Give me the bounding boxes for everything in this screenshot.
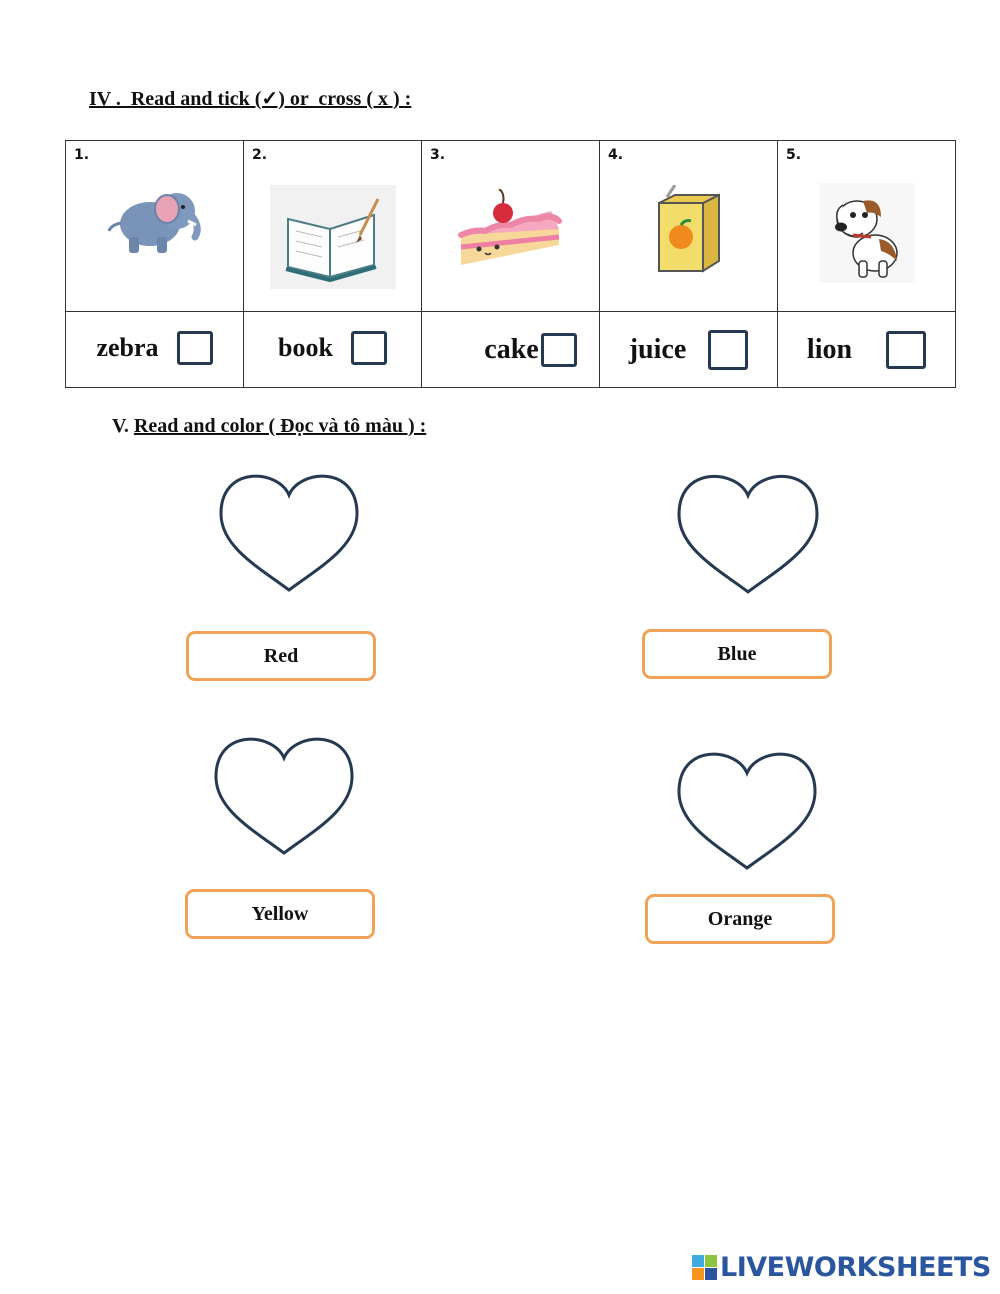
tick-box-juice[interactable] bbox=[708, 330, 748, 370]
word-label: juice bbox=[628, 333, 687, 365]
word-cell-1 bbox=[66, 312, 244, 388]
item-number: 2. bbox=[252, 147, 268, 163]
color-label-yellow: Yellow bbox=[185, 889, 375, 939]
color-label-red: Red bbox=[186, 631, 376, 681]
word-cell-2 bbox=[244, 312, 422, 388]
picture-cell-3 bbox=[422, 141, 600, 312]
word-cell-4 bbox=[600, 312, 778, 388]
item-number: 4. bbox=[608, 147, 624, 163]
section-v-heading: Read and color ( Đọc và tô màu ) : bbox=[133, 415, 427, 437]
heart-outline-blue[interactable] bbox=[676, 467, 820, 595]
color-label-blue: Blue bbox=[642, 629, 832, 679]
word-label: lion bbox=[806, 333, 853, 365]
liveworksheets-mark-icon bbox=[692, 1255, 717, 1280]
word-label: cake bbox=[484, 333, 539, 365]
tick-box-zebra[interactable] bbox=[177, 331, 213, 365]
section-iv-title: IV . Read and tick (✓) or cross ( x ) : bbox=[89, 88, 412, 110]
heart-outline-yellow[interactable] bbox=[213, 730, 355, 856]
item-number: 1. bbox=[74, 147, 90, 163]
word-cell-3 bbox=[422, 312, 600, 388]
picture-cell-5 bbox=[778, 141, 956, 312]
juice-box-icon bbox=[653, 185, 725, 275]
picture-cell-1 bbox=[66, 141, 244, 312]
item-number: 5. bbox=[786, 147, 802, 163]
word-label: book bbox=[278, 332, 333, 362]
section-v-title bbox=[112, 415, 426, 438]
book-icon bbox=[270, 185, 396, 289]
word-cell-5 bbox=[778, 312, 956, 388]
liveworksheets-logo bbox=[692, 1252, 991, 1283]
cake-icon bbox=[455, 189, 567, 283]
tick-box-lion[interactable] bbox=[886, 331, 926, 369]
dog-icon bbox=[819, 183, 915, 283]
heart-outline-orange[interactable] bbox=[676, 745, 818, 871]
picture-cell-2 bbox=[244, 141, 422, 312]
brand-name: LIVEWORKSHEETS bbox=[720, 1252, 991, 1283]
color-label-orange: Orange bbox=[645, 894, 835, 944]
heart-outline-red[interactable] bbox=[218, 467, 360, 593]
picture-cell-4 bbox=[600, 141, 778, 312]
tick-box-book[interactable] bbox=[351, 331, 387, 365]
item-number: 3. bbox=[430, 147, 446, 163]
tick-box-cake[interactable] bbox=[541, 333, 577, 367]
tick-cross-table bbox=[65, 140, 956, 388]
section-v-prefix: V. bbox=[112, 415, 129, 437]
elephant-icon bbox=[105, 179, 205, 259]
word-label: zebra bbox=[96, 332, 159, 362]
